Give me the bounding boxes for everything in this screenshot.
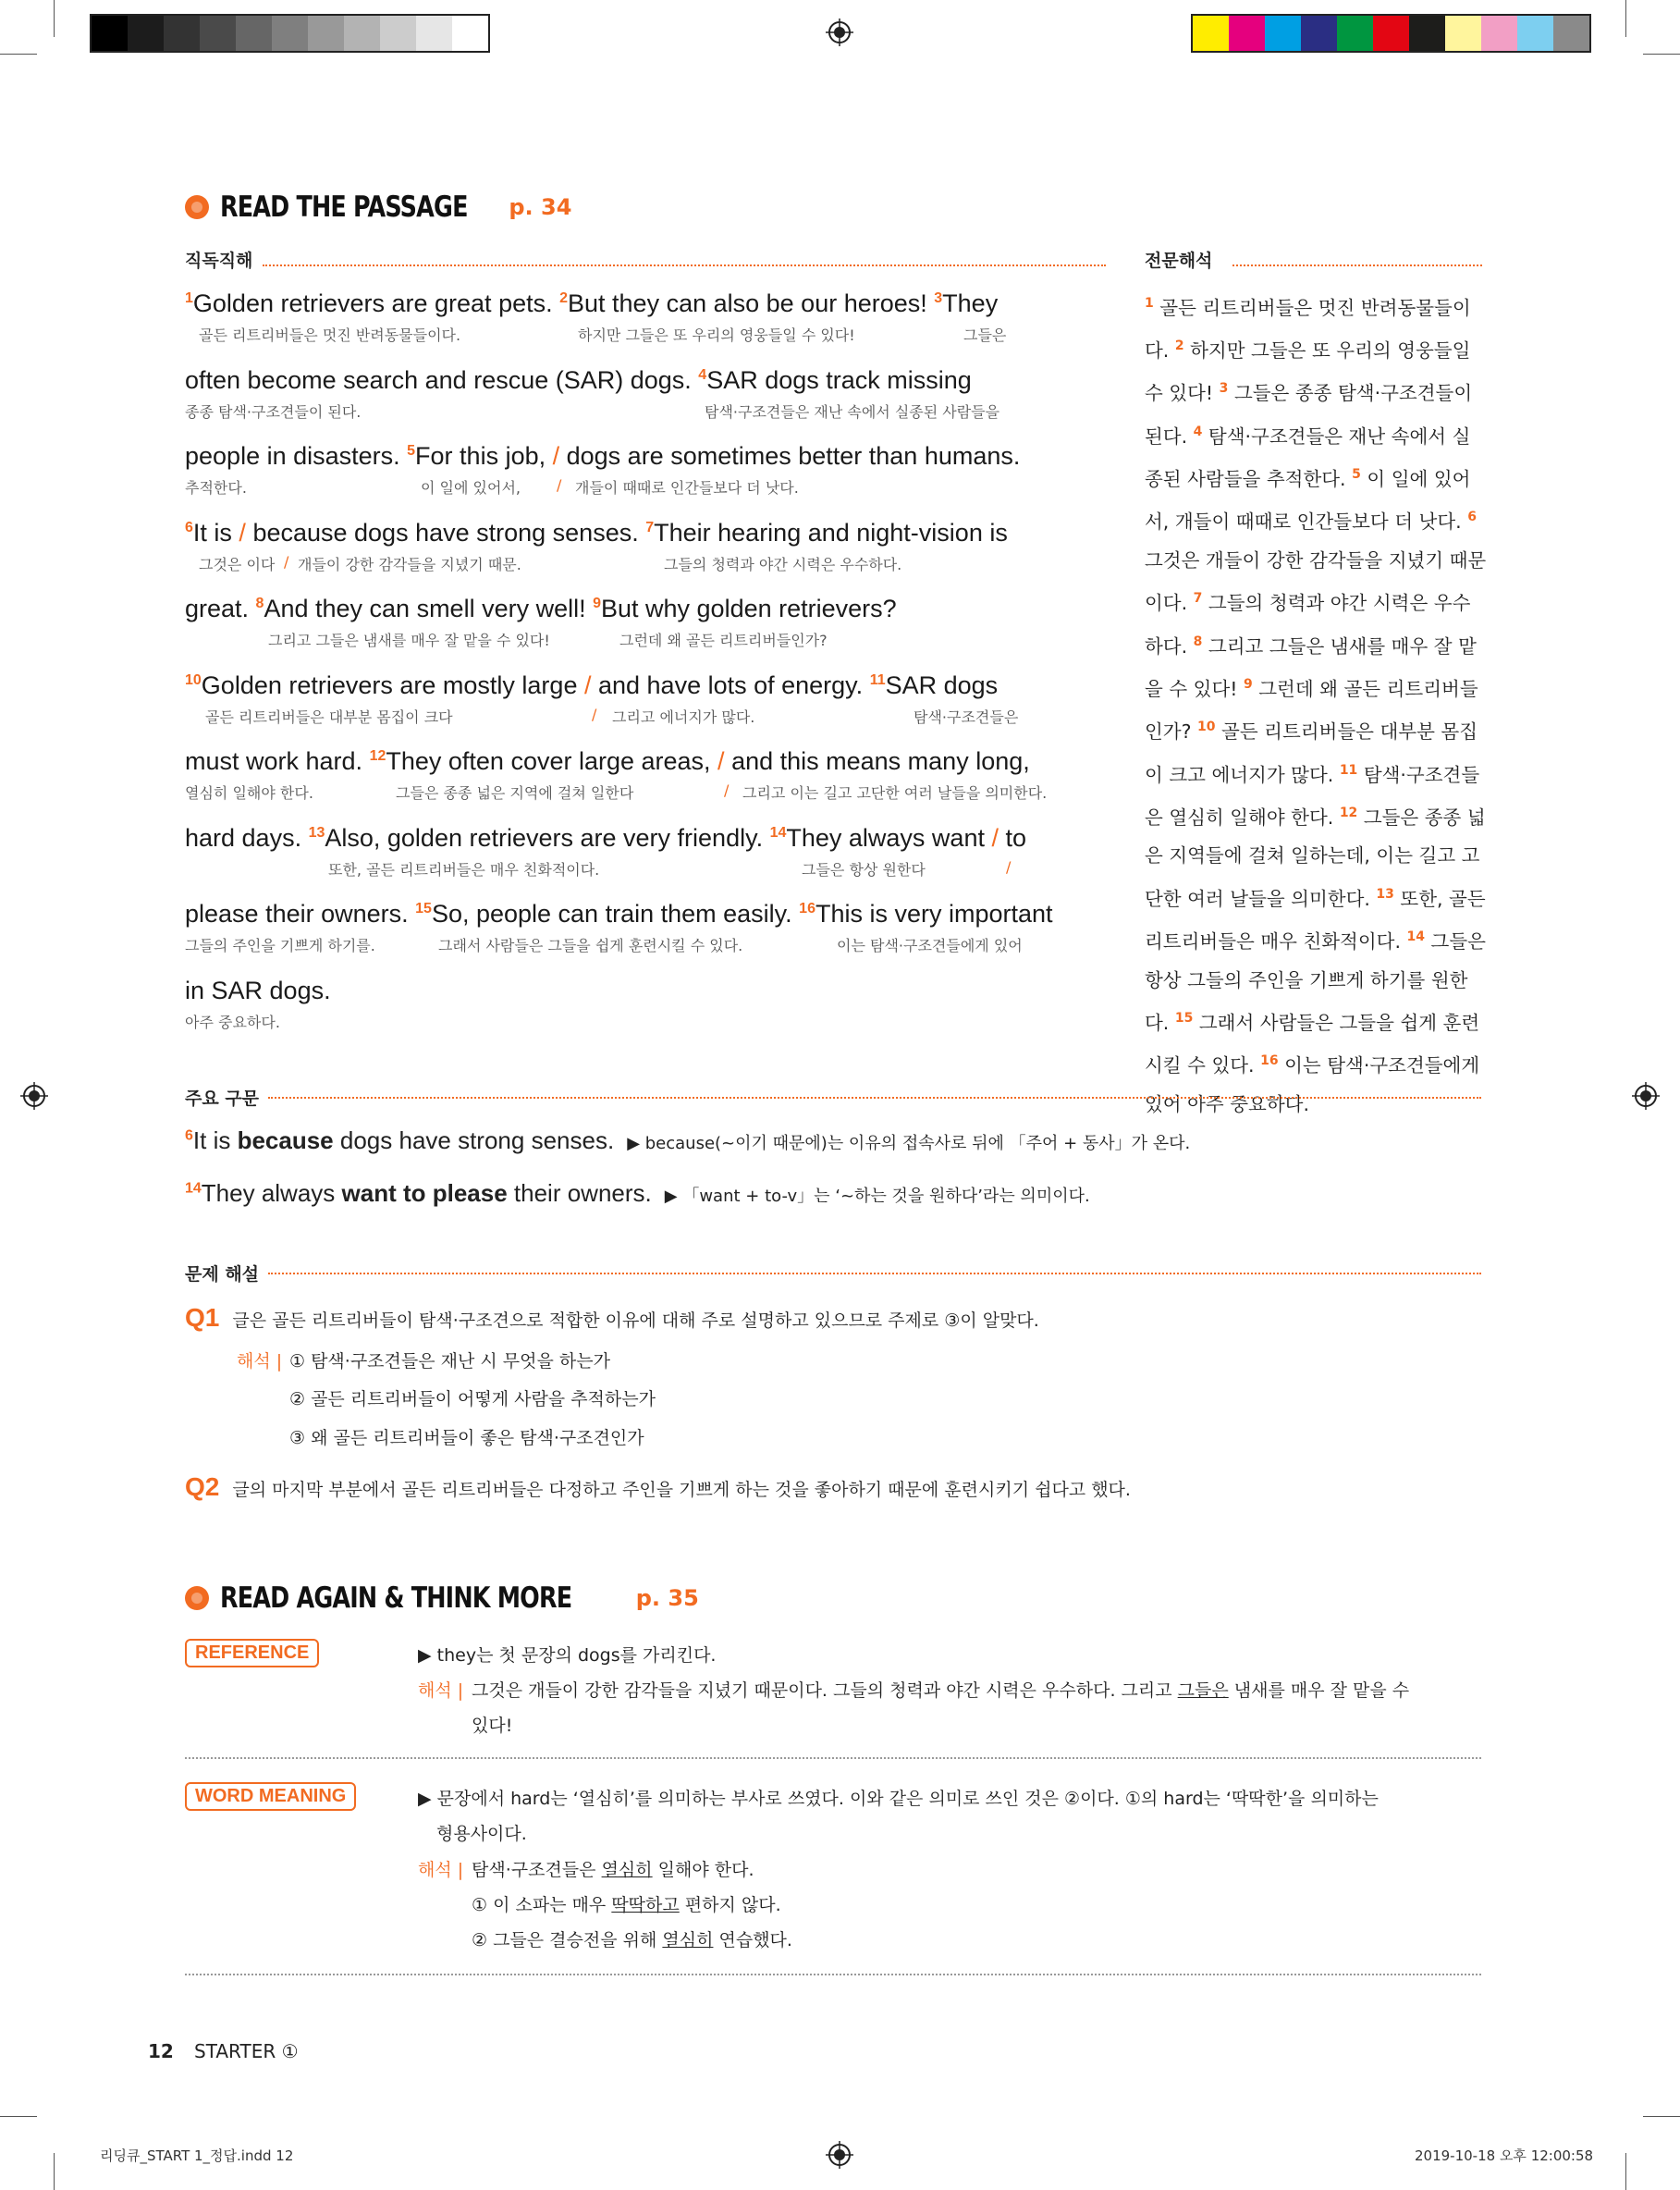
translation-sentence: $^2$ 하지만 그들은 또 우리의 영웅들일 수 있다!: [1145, 338, 1471, 405]
question-label: Q2: [185, 1472, 220, 1501]
translation-sentence: $^1$ 골든 리트리버들은 멋진 반려동물들이다.: [1145, 296, 1471, 363]
passage-korean-gloss: 그들은 종종 넓은 지역에 걸쳐 일한다: [396, 784, 634, 802]
registration-mark-icon: [20, 1082, 48, 1110]
color-swatch: [308, 16, 344, 51]
underlined-word: 그들은: [1177, 1680, 1229, 1701]
passage-korean-gloss: 그것은 이다: [199, 555, 276, 573]
full-translation-label: 전문해석: [1145, 251, 1213, 271]
passage-korean-gloss: 그들은 항상 원한다: [802, 860, 926, 879]
word-option-1: [472, 1891, 781, 1916]
passage-korean-gloss: 그들의 청력과 야간 시력은 우수하다.: [664, 555, 902, 573]
question-text: 글은 골든 리트리버들이 탐색·구조견으로 적합한 이유에 대해 주로 설명하고 있으므로 주제로 ③이 알맞다.: [232, 1310, 1039, 1331]
section-heading-passage: [185, 191, 571, 224]
passage-korean-gloss: 종종 탐색·구조견들이 된다.: [185, 402, 362, 421]
passage-english-line: please their owners. $^{15}$So, people can train them easily. $^{16}$This is very important: [185, 900, 1053, 928]
text-segment: 냄새를 매우 잘 맡을 수: [1228, 1680, 1410, 1701]
registration-mark-icon: [826, 2141, 853, 2169]
literal-translation-label: 직독직해: [185, 251, 253, 271]
passage-korean-gloss: 탐색·구조견들은: [914, 707, 1019, 726]
section-title: READ THE PASSAGE: [220, 191, 468, 224]
divider: [263, 265, 1106, 266]
option-3: ③ 왜 골든 리트리버들이 좋은 탐색·구조견인가: [289, 1428, 644, 1448]
passage-korean-gloss: 이 일에 있어서,: [421, 479, 521, 497]
passage-english-line: hard days. $^{13}$Also, golden retrievers are very friendly. $^{14}$They always want / to: [185, 823, 1027, 852]
passage-english-line: great. $^8$And they can smell very well! $^9$But why golden retrievers?: [185, 595, 897, 622]
text-segment: 탐색·구조견들은: [472, 1860, 602, 1880]
color-swatch: [1445, 16, 1481, 51]
color-swatch: [200, 16, 236, 51]
question-text: 글의 마지막 부분에서 골든 리트리버들은 다정하고 주인을 기쁘게 하는 것을 좋아하기 때문에 훈련시키기 쉽다고 했다.: [232, 1480, 1131, 1500]
color-swatch: [1265, 16, 1301, 51]
translation-sentence: $^7$ 그들의 청력과 야간 시력은 우수하다.: [1145, 591, 1471, 658]
text-segment: ② 그들은 결승전을 위해: [472, 1930, 663, 1950]
passage-korean-gloss: 아주 중요하다.: [185, 1013, 280, 1031]
crop-mark: [1643, 54, 1680, 55]
color-swatch: [1337, 16, 1373, 51]
passage-korean-gloss: 개들이 강한 감각들을 지녔기 때문.: [298, 555, 521, 573]
text-segment: 그것은 개들이 강한 감각들을 지녔기 때문이다. 그들의 청력과 야간 시력은 우수하다. 그리고: [472, 1680, 1178, 1701]
color-swatch: [1229, 16, 1265, 51]
crop-mark: [1643, 2116, 1680, 2117]
passage-korean-gloss: 그리고 그들은 냄새를 매우 잘 맡을 수 있다!: [268, 632, 550, 649]
color-swatch: [344, 16, 380, 51]
passage-korean-gloss: 그리고 에너지가 많다.: [612, 707, 755, 726]
divider: [185, 1757, 1481, 1759]
timestamp-slug: 2019-10-18 오후 12:00:58: [1415, 2147, 1594, 2164]
translation-sentence: $^{10}$ 골든 리트리버들은 대부분 몸집이 크고 에너지가 많다.: [1145, 720, 1478, 786]
passage-korean-gloss: /: [724, 781, 730, 799]
translation-label: 해석 |: [418, 1680, 464, 1701]
option-2: ② 골든 리트리버들이 어떻게 사람을 추적하는가: [289, 1389, 656, 1409]
translation-label: 해석 |: [237, 1351, 283, 1372]
key-phrase: $^6$It is because dogs have strong senses. ▶ because(~이기 때문에)는 이유의 접속사로 뒤에 「주어 + 동사」가 온다.: [185, 1126, 1191, 1154]
passage-english-line: in SAR dogs.: [185, 976, 331, 1004]
passage-korean-gloss: 골든 리트리버들은 대부분 몸집이 크다: [205, 707, 453, 726]
color-swatch: [1193, 16, 1229, 51]
color-swatch: [128, 16, 164, 51]
passage-korean-gloss: 이는 탐색·구조견들에게 있어: [837, 937, 1023, 954]
passage-korean-gloss: 탐색·구조견들은 재난 속에서 실종된 사람들을: [705, 402, 1000, 421]
passage-english-line: must work hard. $^{12}$They often cover large areas, / and this means many long,: [185, 747, 1030, 775]
word-meaning-text-cont: 형용사이다.: [436, 1824, 527, 1844]
text-segment: 일해야 한다.: [652, 1860, 754, 1880]
registration-mark-icon: [1632, 1082, 1660, 1110]
divider: [185, 1974, 1481, 1975]
word-translation: [472, 1856, 754, 1881]
passage-korean-gloss: 추적한다.: [185, 479, 247, 497]
passage-english-line: $^1$Golden retrievers are great pets. $^2$But they can also be our heroes! $^3$They: [185, 289, 999, 317]
translation-sentence: $^{12}$ 그들은 종종 넓은 지역들에 걸쳐 일하는데, 이는 길고 고단한 여러 날들을 의미한다.: [1145, 806, 1486, 910]
passage-korean-gloss: 그리고 이는 길고 고단한 여러 날들을 의미한다.: [742, 784, 1048, 802]
color-swatch: [452, 16, 488, 51]
passage-english-line: $^6$It is / because dogs have strong senses. $^7$Their hearing and night-vision is: [185, 518, 1008, 547]
translation-sentence: $^{16}$ 이는 탐색·구조견들에게 있어 아주 중요하다.: [1145, 1053, 1480, 1115]
crop-mark: [1625, 0, 1626, 37]
passage-english-line: often become search and rescue (SAR) dogs. $^4$SAR dogs track missing: [185, 365, 972, 394]
translation-sentence: $^6$ 그것은 개들이 강한 감각들을 지녔기 때문이다.: [1145, 510, 1487, 615]
passage-korean-gloss: /: [592, 705, 597, 723]
translation-sentence: $^5$ 이 일에 있어서, 개들이 때때로 인간들보다 더 낫다.: [1145, 467, 1471, 534]
text-segment: 연습했다.: [713, 1930, 792, 1950]
crop-mark: [54, 0, 55, 37]
crop-mark: [54, 2153, 55, 2190]
word-meaning-text: ▶ 문장에서 hard는 ‘열심히’를 의미하는 부사로 쓰였다. 이와 같은 의미로 쓰인 것은 ②이다. ①의 hard는 ‘딱딱한’을 의미하는: [418, 1789, 1379, 1809]
question-2: [185, 1472, 1131, 1502]
full-translation: [1145, 285, 1487, 1124]
passage-korean-gloss: 그런데 왜 골든 리트리버들인가?: [619, 632, 828, 649]
color-swatch: [1301, 16, 1337, 51]
underlined-word: 열심히: [662, 1930, 714, 1950]
translation-sentence: $^9$ 그런데 왜 골든 리트리버들인가?: [1145, 677, 1478, 744]
key-phrases-label: 주요 구문: [185, 1089, 260, 1109]
translation-label: 해석 |: [418, 1860, 464, 1880]
text-segment: ① 이 소파는 매우: [472, 1895, 612, 1915]
color-swatch: [1553, 16, 1589, 51]
passage-korean-gloss: 골든 리트리버들은 멋진 반려동물들이다.: [199, 326, 461, 344]
book-title: STARTER ①: [194, 2040, 299, 2062]
color-swatch: [1481, 16, 1517, 51]
section-page-ref: p. 35: [635, 1585, 699, 1611]
color-swatch: [1409, 16, 1445, 51]
section-heading-think: [185, 1581, 699, 1615]
passage-korean-gloss: /: [1006, 857, 1012, 876]
color-swatch: [164, 16, 200, 51]
color-swatch: [416, 16, 452, 51]
reference-translation-cont: 있다!: [472, 1716, 513, 1736]
passage-korean-gloss: 하지만 그들은 또 우리의 영웅들일 수 있다!: [578, 326, 855, 344]
questions-label: 문제 해설: [185, 1264, 260, 1285]
section-title: READ AGAIN & THINK MORE: [220, 1581, 572, 1615]
grayscale-swatches: [90, 14, 490, 53]
translation-sentence: $^{15}$ 그래서 사람들은 그들을 쉽게 훈련시킬 수 있다.: [1145, 1011, 1480, 1077]
underlined-word: 열심히: [601, 1860, 653, 1880]
bullet-circle-icon: [185, 1586, 209, 1610]
passage-korean-gloss: 그래서 사람들은 그들을 쉽게 훈련시킬 수 있다.: [438, 937, 743, 954]
reference-translation: [472, 1677, 1409, 1702]
translation-sentence: $^4$ 탐색·구조견들은 재난 속에서 실종된 사람들을 추적한다.: [1145, 424, 1471, 491]
question-1: [185, 1303, 1039, 1333]
translation-sentence: $^{14}$ 그들은 항상 그들의 주인을 기쁘게 하기를 원한다.: [1145, 929, 1486, 1034]
color-swatch: [1373, 16, 1409, 51]
passage-korean-gloss: /: [557, 476, 562, 494]
key-phrase: $^{14}$They always want to please their owners. ▶ 「want + to-v」는 ‘~하는 것을 원하다’라는 의미이다.: [185, 1179, 1090, 1207]
translation-sentence: $^8$ 그리고 그들은 냄새를 매우 잘 맡을 수 있다!: [1145, 634, 1477, 700]
question-label: Q1: [185, 1303, 220, 1332]
page-number: 12: [148, 2040, 174, 2062]
option-1: ① 탐색·구조견들은 재난 시 무엇을 하는가: [289, 1351, 610, 1372]
crop-mark: [0, 54, 37, 55]
passage-korean-gloss: 그들의 주인을 기쁘게 하기를.: [185, 937, 375, 954]
color-swatches: [1191, 14, 1591, 53]
crop-mark: [0, 2116, 37, 2117]
color-swatch: [92, 16, 128, 51]
divider: [268, 1097, 1481, 1099]
passage-korean-gloss: 열심히 일해야 한다.: [185, 784, 313, 802]
color-swatch: [380, 16, 416, 51]
reference-text: ▶ they는 첫 문장의 dogs를 가리킨다.: [418, 1645, 717, 1666]
bullet-circle-icon: [185, 195, 209, 219]
reference-badge: REFERENCE: [185, 1639, 319, 1667]
file-slug: 리딩큐_START 1_정답.indd 12: [100, 2147, 294, 2164]
color-swatch: [236, 16, 272, 51]
divider: [1232, 265, 1482, 266]
color-swatch: [272, 16, 308, 51]
word-meaning-badge: WORD MEANING: [185, 1782, 356, 1811]
translation-sentence: $^{13}$ 또한, 골든 리트리버들은 매우 친화적이다.: [1145, 886, 1486, 954]
text-segment: 편하지 않다.: [679, 1895, 781, 1915]
translation-sentence: $^3$ 그들은 종종 탐색·구조견들이 된다.: [1145, 381, 1473, 448]
section-page-ref: p. 34: [509, 194, 572, 220]
translation-sentence: $^{11}$ 탐색·구조견들은 열심히 일해야 한다.: [1145, 762, 1480, 829]
passage-korean-gloss: 그들은: [963, 326, 1007, 344]
passage-korean-gloss: 또한, 골든 리트리버들은 매우 친화적이다.: [328, 860, 600, 879]
passage-english-line: people in disasters. $^5$For this job, / dogs are sometimes better than humans.: [185, 442, 1021, 470]
passage-english-line: $^{10}$Golden retrievers are mostly large / and have lots of energy. $^{11}$SAR dogs: [185, 671, 999, 699]
registration-mark-icon: [826, 18, 853, 46]
divider: [268, 1273, 1481, 1274]
color-swatch: [1517, 16, 1553, 51]
passage-korean-gloss: 개들이 때때로 인간들보다 더 낫다.: [575, 479, 799, 497]
word-option-2: [472, 1926, 792, 1951]
passage-korean-gloss: /: [284, 552, 289, 571]
crop-mark: [1625, 2153, 1626, 2190]
underlined-word: 딱딱하고: [611, 1895, 680, 1915]
